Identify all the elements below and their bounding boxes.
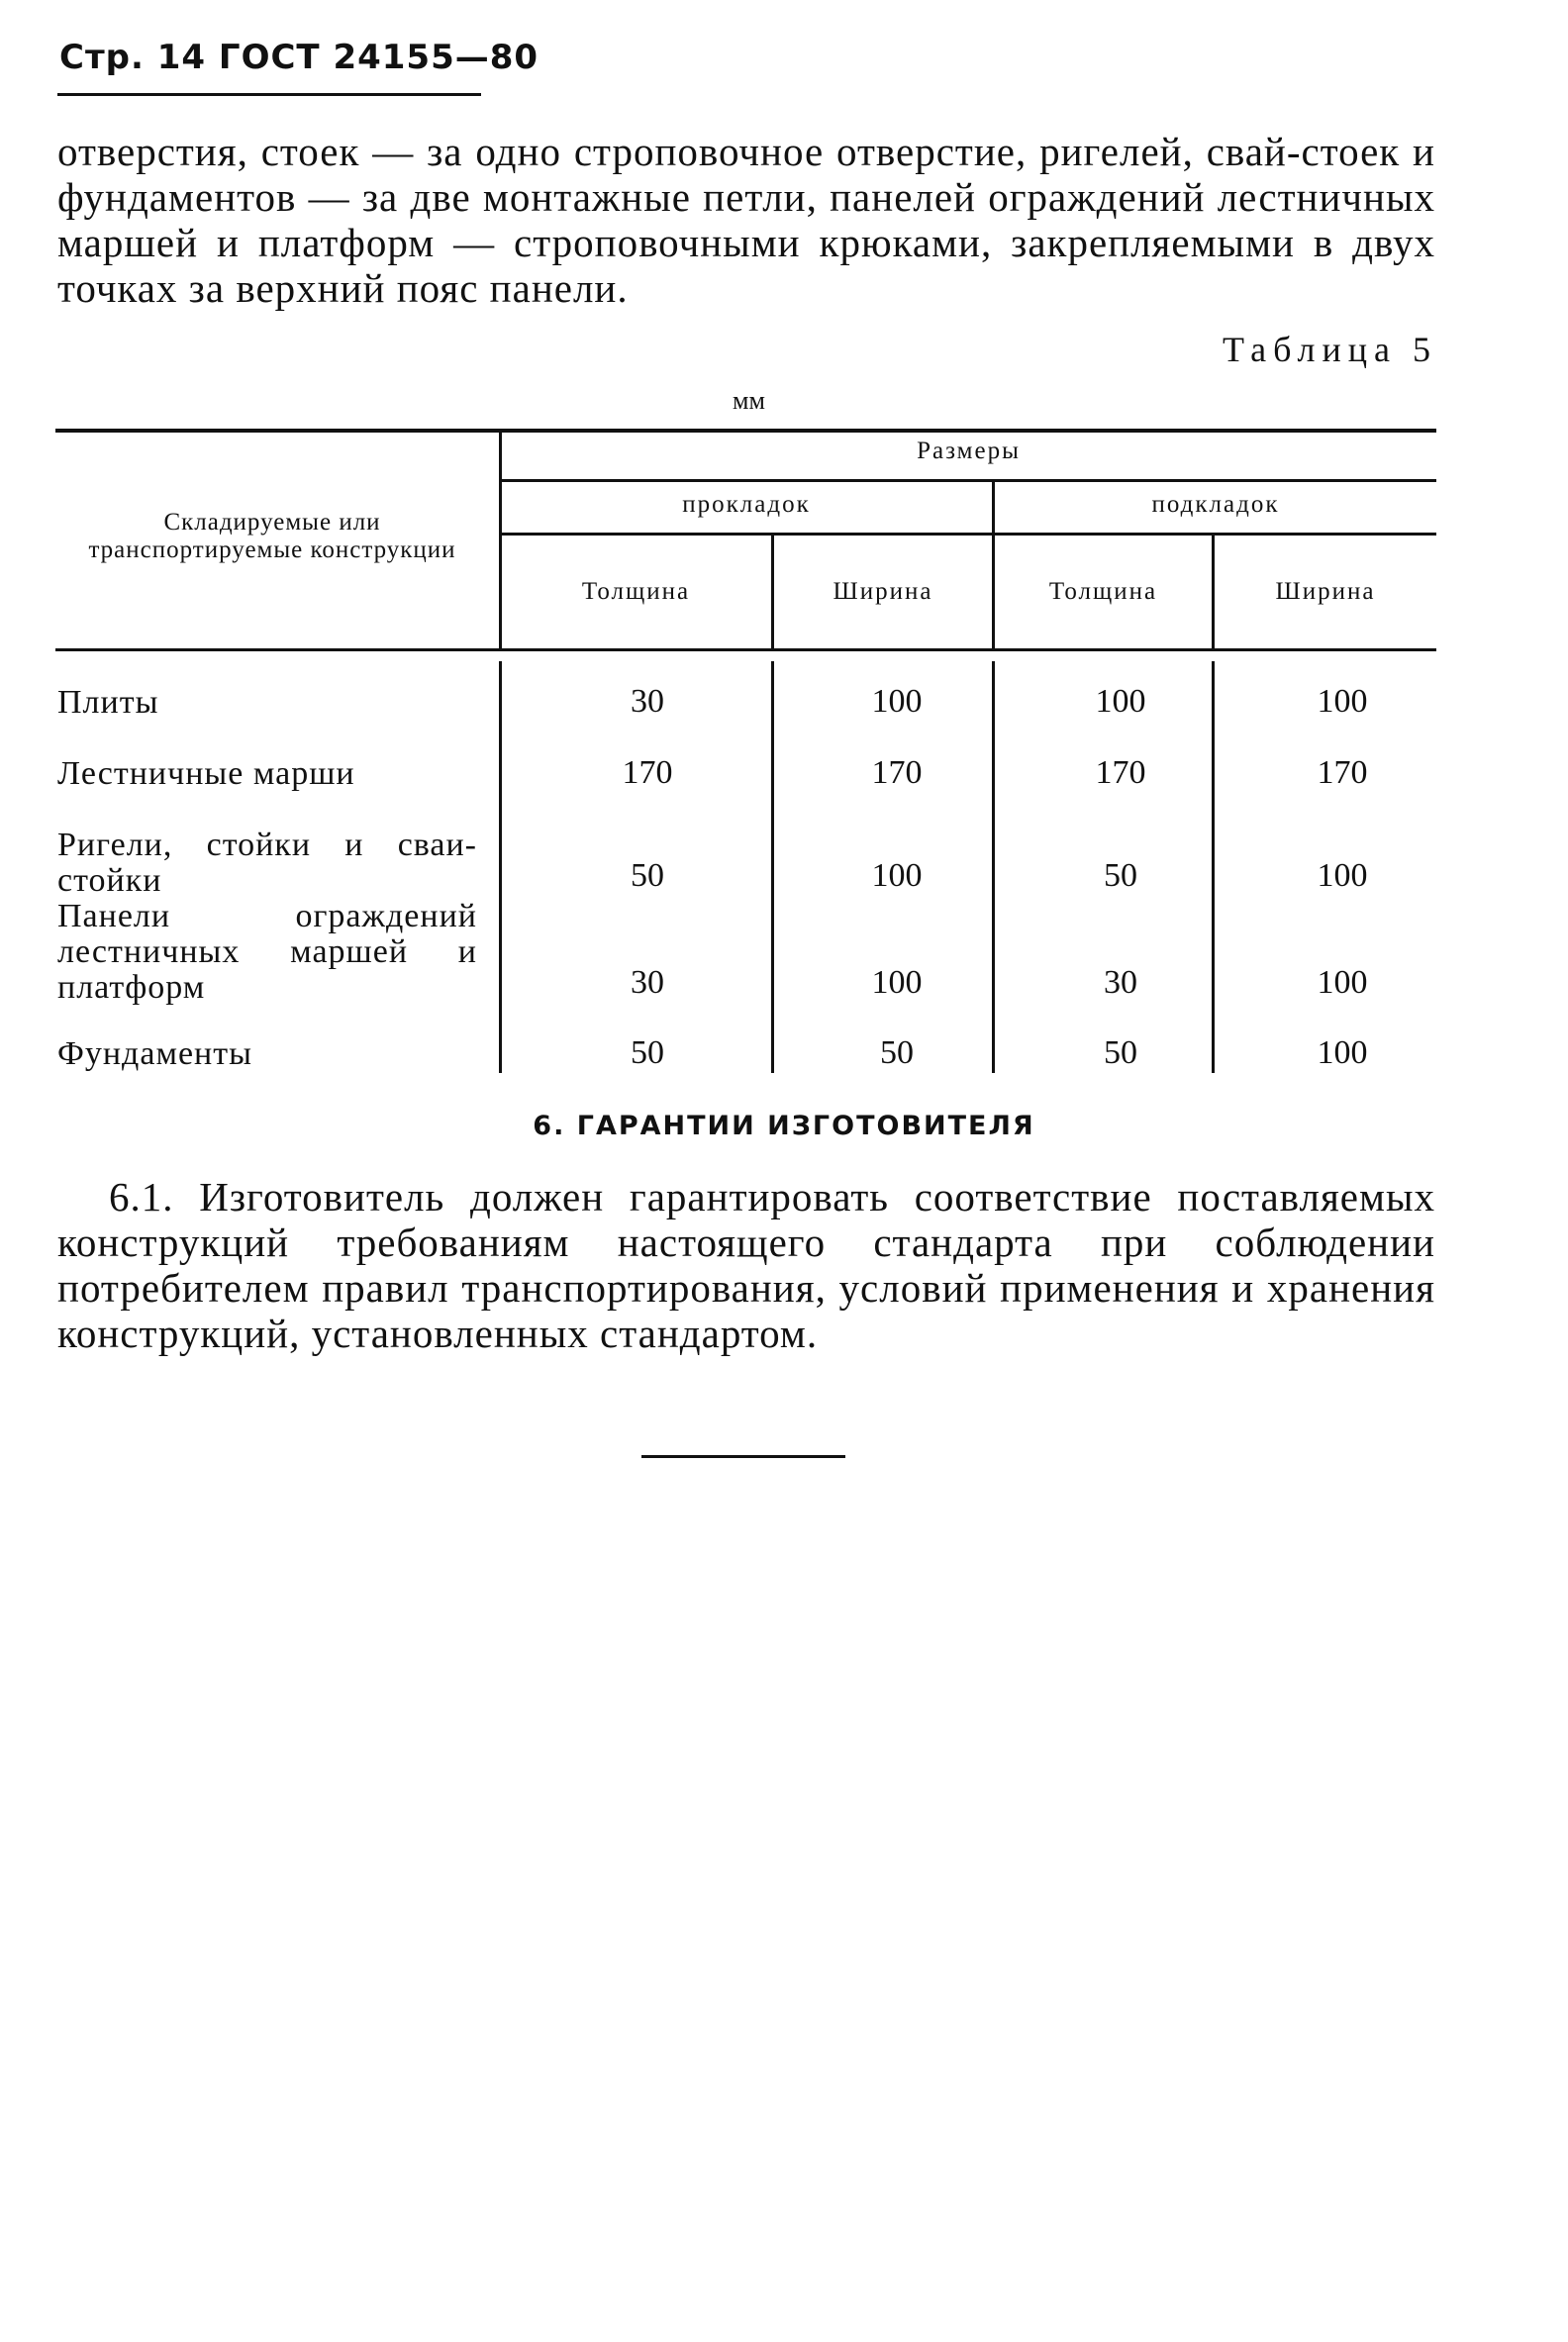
header-sizes: Размеры <box>917 438 1021 464</box>
table-vline-col <box>771 661 774 1073</box>
table-caption: Таблица 5 <box>1223 330 1437 369</box>
table-vline-col <box>1212 661 1215 1073</box>
subgroup-header-rule <box>501 533 1436 536</box>
cell-pad-width: 170 <box>1317 754 1368 791</box>
cell-spacer-width: 170 <box>871 754 923 791</box>
cell-pad-thickness: 50 <box>1104 857 1137 894</box>
cell-spacer-thickness: 50 <box>631 857 664 894</box>
sizes-header-rule <box>501 479 1436 482</box>
intro-paragraph: отверстия, стоек — за одно строповочное отверстие, ригелей, свай-стоек и фундаментов — за две монтажные петли, панелей ограждений лестничных маршей и платформ — строповочными крюками, закрепляемыми в двух точках за верхний пояс панели. <box>57 129 1435 311</box>
table-vline-group <box>992 661 995 1073</box>
cell-pad-thickness: 50 <box>1104 1034 1137 1071</box>
cell-spacer-width: 100 <box>871 683 923 720</box>
row-label: Фундаменты <box>57 1035 252 1072</box>
row-label: Плиты <box>57 684 159 721</box>
table-top-rule <box>55 429 1436 433</box>
header-thickness-1: Толщина <box>581 578 691 605</box>
header-spacers: прокладок <box>682 491 811 518</box>
row-label: Лестничные марши <box>57 755 355 792</box>
cell-pad-thickness: 100 <box>1095 683 1146 720</box>
cell-spacer-thickness: 30 <box>631 964 664 1001</box>
header-width-2: Ширина <box>1275 578 1376 605</box>
header-width-1: Ширина <box>833 578 933 605</box>
header-rule <box>57 93 481 96</box>
header-pads: подкладок <box>1151 491 1280 518</box>
cell-spacer-width: 50 <box>880 1034 914 1071</box>
cell-pad-width: 100 <box>1317 683 1368 720</box>
table-units: мм <box>733 386 765 415</box>
table-vline-main <box>499 661 502 1073</box>
cell-pad-width: 100 <box>1317 1034 1368 1071</box>
header-bottom-rule <box>55 648 1436 651</box>
row-label: Ригели, стойки и сваи-стойки <box>57 827 477 899</box>
header-thickness-2: Толщина <box>1048 578 1158 605</box>
end-rule <box>641 1455 845 1458</box>
cell-pad-width: 100 <box>1317 964 1368 1001</box>
cell-pad-width: 100 <box>1317 857 1368 894</box>
page-header: Стр. 14 ГОСТ 24155—80 <box>59 38 539 77</box>
section-paragraph: 6.1. Изготовитель должен гарантировать соответствие поставляемых конструкций требованиям настоящего стандарта при соблюдении потребителем правил транспортирования, условий применения и хранения конструкций, установленных стандартом. <box>57 1174 1435 1356</box>
cell-spacer-thickness: 50 <box>631 1034 664 1071</box>
row-label: Панели ограждений лестничных маршей и платформ <box>57 898 477 1006</box>
cell-pad-thickness: 170 <box>1095 754 1146 791</box>
header-structures: Складируемые или транспортируемые конструкции <box>88 509 456 563</box>
cell-spacer-width: 100 <box>871 964 923 1001</box>
cell-spacer-thickness: 30 <box>631 683 664 720</box>
cell-spacer-thickness: 170 <box>622 754 673 791</box>
section-title: 6. ГАРАНТИИ ИЗГОТОВИТЕЛЯ <box>533 1111 1035 1141</box>
cell-pad-thickness: 30 <box>1104 964 1137 1001</box>
cell-spacer-width: 100 <box>871 857 923 894</box>
